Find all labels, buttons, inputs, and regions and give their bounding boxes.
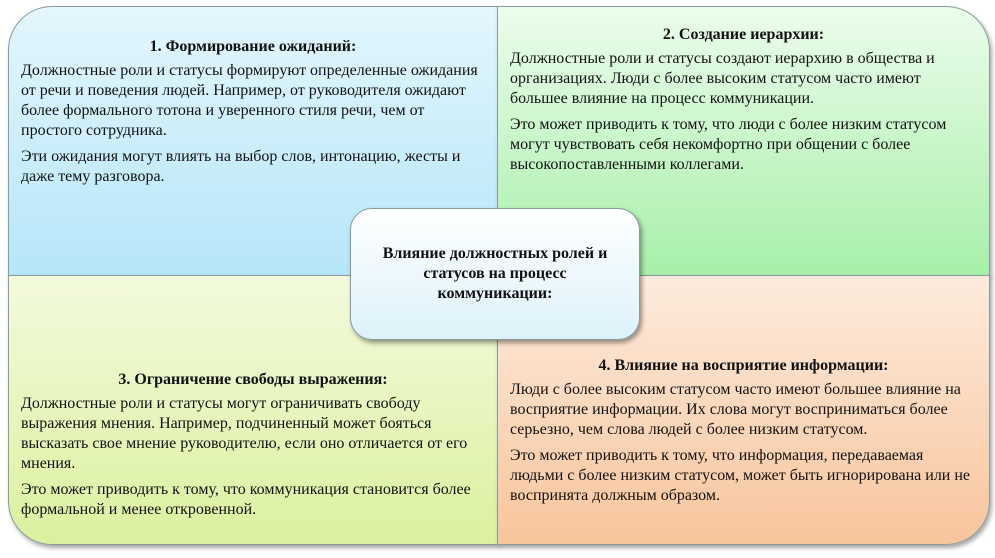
quadrant-text: Должностные роли и статусы могут ограничивать свободу выражения мнения. Например, подчиненный может бояться высказать свое мнение руководителю, если оно отличается от его мнения. [21,395,468,472]
quadrant-text: Люди с более высоким статусом часто имеют большее влияние на восприятие информации. Их слова могут восприниматься более серьезно, чем слова людей с более низким статусом. [510,381,961,438]
quadrant-title: 1. Формирование ожиданий: [149,38,357,55]
center-topic-box [350,208,640,340]
center-topic-text: Влияние должностных ролей и статусов на процесс коммуникации: [382,245,608,302]
quadrant-title: 2. Создание иерархии: [662,26,825,43]
quadrant-text: Это может приводить к тому, что информация, передаваемая людьми с более низким статусом, может быть игнорирована или не воспринята должным образом. [510,447,971,504]
quadrant-text: Должностные роли и статусы создают иерархию в общества и организациях. Люди с более высоким статусом часто имеют большее влияние на процесс коммуникации. [510,50,935,107]
quadrant-title: 3. Ограничение свободы выражения: [118,371,388,388]
quadrant-text: Это может приводить к тому, что коммуникация становится более формальной и менее откровенной. [21,481,471,518]
quadrant-text: Должностные роли и статусы формируют определенные ожидания от речи и поведения людей. Например, от руководителя ожидают более формального тотона и уверенного стиля речи, чем от простого сотрудника. [21,62,478,139]
quadrant-title: 4. Влияние на восприятие информации: [598,357,889,374]
quadrant-text: Эти ожидания могут влиять на выбор слов, интонацию, жесты и даже тему разговора. [21,148,461,185]
quadrant-text: Это может приводить к тому, что люди с более низким статусом могут чувствовать себя некомфортно при общении с более высокопоставленными коллегами. [510,116,947,173]
